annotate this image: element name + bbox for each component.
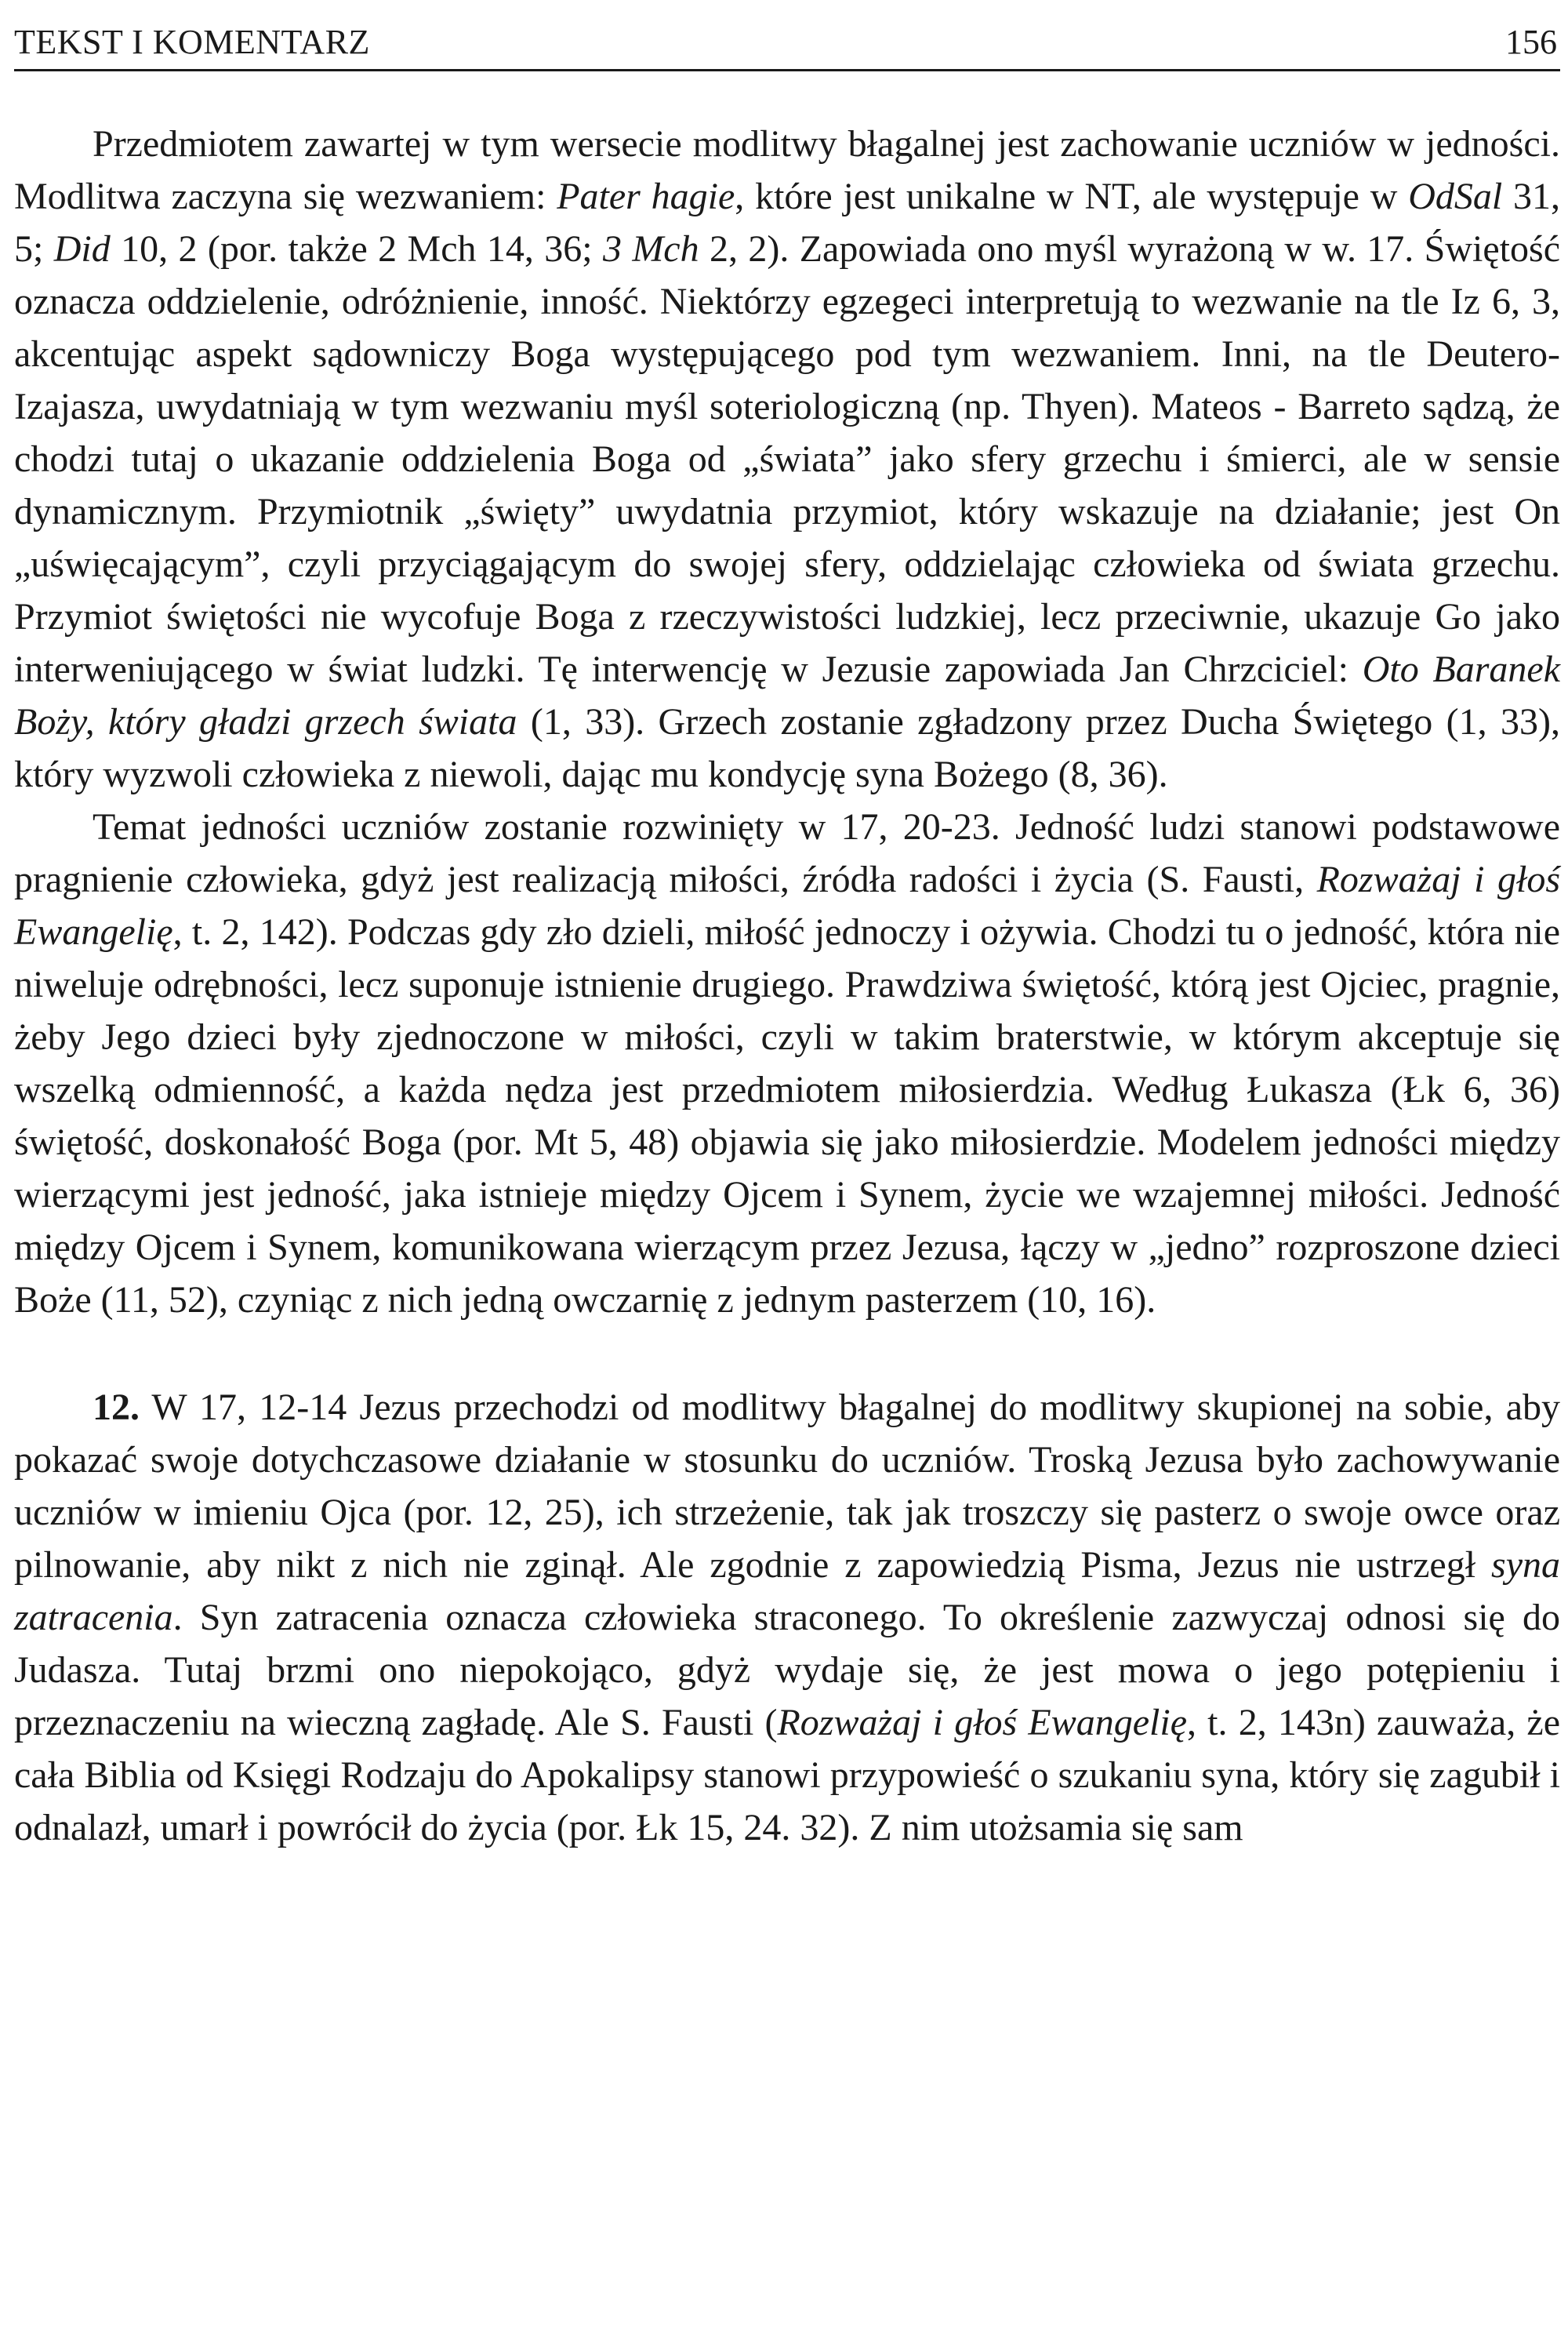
page-number: 156 (1505, 23, 1557, 61)
text-run: Przedmiotem zawartej w tym wersecie modlitwy błagalnej jest zachowanie uczniów w jedności. Modlitwa zaczyna się wezwaniem: (14, 123, 1560, 217)
text-run: 10, 2 (por. także 2 Mch 14, 36; (110, 228, 603, 270)
paragraph-1 (14, 118, 1560, 801)
text-run: (1, 33). Grzech zostanie zgładzony przez Ducha Świętego (1, 33), który wyzwoli człowieka z niewoli, dając mu kondycję syna Bożego (8, 36). (14, 701, 1561, 795)
text-run: 2, 2). Zapowiada ono myśl wyrażoną w w. 17. Świętość oznacza oddzielenie, odróżnienie, inność. Niektórzy egzegeci interpretują to wezwanie na tle Iz 6, 3, akcentując aspekt sądowniczy Boga występującego pod tym wezwaniem. Inni, na tle Deutero-Izajasza, uwydatniają w tym wezwaniu myśl soteriologiczną (np. Thyen). Mateos - Barreto sądzą, że chodzi tutaj o ukazanie oddzielenia Boga od „świata” jako sfery grzechu i śmierci, ale w sensie dynamicznym. Przymiotnik „święty” uwydatnia przymiot, który wskazuje na działanie; jest On „uświęcającym”, czyli przyciągającym do swojej sfery, oddzielając człowieka od świata grzechu. Przymiot świętości nie wycofuje Boga z rzeczywistości ludzkiej, lecz przeciwnie, ukazuje Go jako interweniującego w świat ludzki. Tę interwencję w Jezusie zapowiada Jan Chrzciciel: (14, 228, 1561, 690)
running-head: TEKST I KOMENTARZ (14, 23, 370, 61)
text-run: Temat jedności uczniów zostanie rozwinięty w 17, 20-23. Jedność ludzi stanowi podstawowe pragnienie człowieka, gdyż jest realizacją miłości, źródła radości i życia (S. Fausti, (14, 806, 1560, 900)
italic-citation: OdSal (1408, 176, 1503, 217)
paragraph-3 (14, 1381, 1560, 1854)
italic-term: syna zatracenia (14, 1544, 1560, 1638)
text-run: , które jest unikalne w NT, ale występuje w (735, 176, 1409, 217)
text-run: , t. 2, 143n) zauważa, że cała Biblia od Księgi Rodzaju do Apokalipsy stanowi przypowieść o szukaniu syna, który się zagubił i odnalazł, umarł i powrócił do życia (por. Łk 15, 24. 32). Z nim utożsamia się sam (14, 1702, 1561, 1848)
page-body (14, 118, 1560, 1854)
italic-citation: Did (53, 228, 111, 270)
italic-book-title: Rozważaj i głoś Ewangelię (14, 859, 1560, 953)
italic-citation: 3 Mch (602, 228, 699, 270)
text-run: , t. 2, 142). Podczas gdy zło dzieli, miłość jednoczy i ożywia. Chodzi tu o jedność, która nie niweluje odrębności, lecz suponuje istnienie drugiego. Prawdziwa świętość, którą jest Ojciec, pragnie, żeby Jego dzieci były zjednoczone w miłości, czyli w takim braterstwie, w którym akceptuje się wszelką odmienność, a każda nędza jest przedmiotem miłosierdzia. Według Łukasza (Łk 6, 36) świętość, doskonałość Boga (por. Mt 5, 48) objawia się jako miłosierdzie. Modelem jedności między wierzącymi jest jedność, jaka istnieje między Ojcem i Synem, życie we wzajemnej miłości. Jedność między Ojcem i Synem, komunikowana wierzącym przez Jezusa, łączy w „jedno” rozproszone dzieci Boże (11, 52), czyniąc z nich jedną owczarnię z jednym pasterzem (10, 16). (14, 911, 1560, 1321)
paragraph-2 (14, 801, 1560, 1326)
text-run: 31, 5; (14, 176, 1561, 270)
page-header (14, 17, 1560, 71)
italic-book-title: Rozważaj i głoś Ewangelię (777, 1702, 1187, 1743)
verse-number: 12. (93, 1387, 140, 1428)
italic-quote: Oto Baranek Boży, który gładzi grzech świata (14, 649, 1560, 743)
text-run: W 17, 12-14 Jezus przechodzi od modlitwy błagalnej do modlitwy skupionej na sobie, aby pokazać swoje dotychczasowe działanie w stosunku do uczniów. Troską Jezusa było zachowywanie uczniów w imieniu Ojca (por. 12, 25), ich strzeżenie, tak jak troszczy się pasterz o swoje owce oraz pilnowanie, aby nikt z nich nie zginął. Ale zgodnie z zapowiedzią Pisma, Jezus nie ustrzegł (14, 1387, 1560, 1586)
italic-term: Pater hagie (557, 176, 735, 217)
text-run: . Syn zatracenia oznacza człowieka straconego. To określenie zazwyczaj odnosi się do Judasza. Tutaj brzmi ono niepokojąco, gdyż wydaje się, że jest mowa o jego potępieniu i przeznaczeniu na wieczną zagładę. Ale S. Fausti ( (14, 1597, 1560, 1743)
